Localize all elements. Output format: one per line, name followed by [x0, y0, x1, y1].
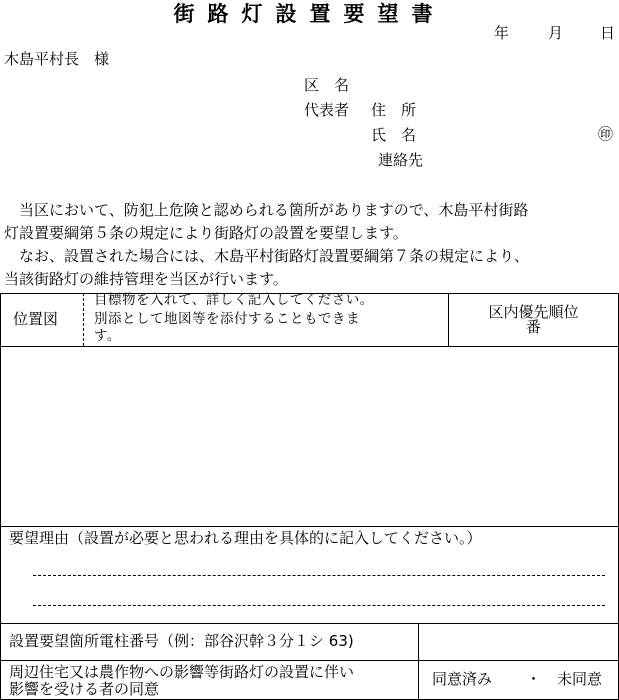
reason-entry-line-1[interactable] [33, 575, 605, 576]
paragraph-maintenance-line1: なお、設置された場合には、木島平村街路灯設置要綱第７条の規定により、 [19, 247, 530, 265]
priority-suffix: 番 [525, 318, 541, 336]
date-month: 月 [548, 24, 564, 42]
column-divider [418, 623, 419, 700]
consent-not-agreed-option[interactable]: 未同意 [557, 670, 603, 688]
paragraph-maintenance [4, 245, 616, 291]
location-map-area[interactable] [1, 347, 618, 526]
addressee: 木島平村長 様 [4, 50, 110, 68]
seal-icon: ㊞ [598, 125, 614, 143]
date-day: 日 [600, 24, 616, 42]
row-divider [0, 623, 619, 624]
paragraph-request [4, 199, 616, 245]
consent-label-line1: 周辺住宅又は農作物への影響等街路灯の設置に伴い [9, 663, 355, 681]
contact-label: 連絡先 [378, 151, 424, 169]
name-label: 氏 名 [371, 126, 417, 144]
row-divider [0, 660, 619, 661]
priority-label: 区内優先順位 [488, 303, 579, 321]
pole-number-field[interactable] [420, 625, 618, 660]
address-label: 住 所 [371, 101, 417, 119]
consent-separator: ・ [526, 670, 542, 688]
dashed-divider [83, 293, 84, 346]
date-year: 年 [494, 24, 510, 42]
document-title: 街路灯設置要望書 [173, 2, 446, 26]
paragraph-request-line1: 当区において、防犯上危険と認められる箇所がありますので、木島平村街路 [19, 201, 529, 219]
representative-label: 代表者 [304, 101, 350, 119]
reason-entry-line-2[interactable] [33, 605, 605, 606]
district-label: 区 名 [304, 76, 350, 94]
location-note-line2: 別添として地図等を添付することもできま [94, 311, 360, 327]
paragraph-maintenance-line2: 当該街路灯の維持管理を当区が行います。 [4, 270, 288, 288]
pole-number-label: 設置要望箇所電柱番号（例：部谷沢幹３分１シ 63) [9, 632, 354, 650]
consent-agreed-option[interactable]: 同意済み [432, 670, 493, 688]
row-divider [0, 526, 619, 527]
paragraph-request-line2: 灯設置要綱第５条の規定により街路灯の設置を要望します。 [4, 224, 408, 242]
location-note-line1: 目標物を入れて、詳しく記入してください。 [94, 292, 374, 308]
location-note-line3: す。 [94, 328, 121, 344]
reason-label: 要望理由（設置が必要と思われる理由を具体的に記入してください。） [9, 529, 482, 547]
location-map-label: 位置図 [13, 310, 59, 328]
consent-label-line2: 影響を受ける者の同意 [9, 680, 160, 698]
